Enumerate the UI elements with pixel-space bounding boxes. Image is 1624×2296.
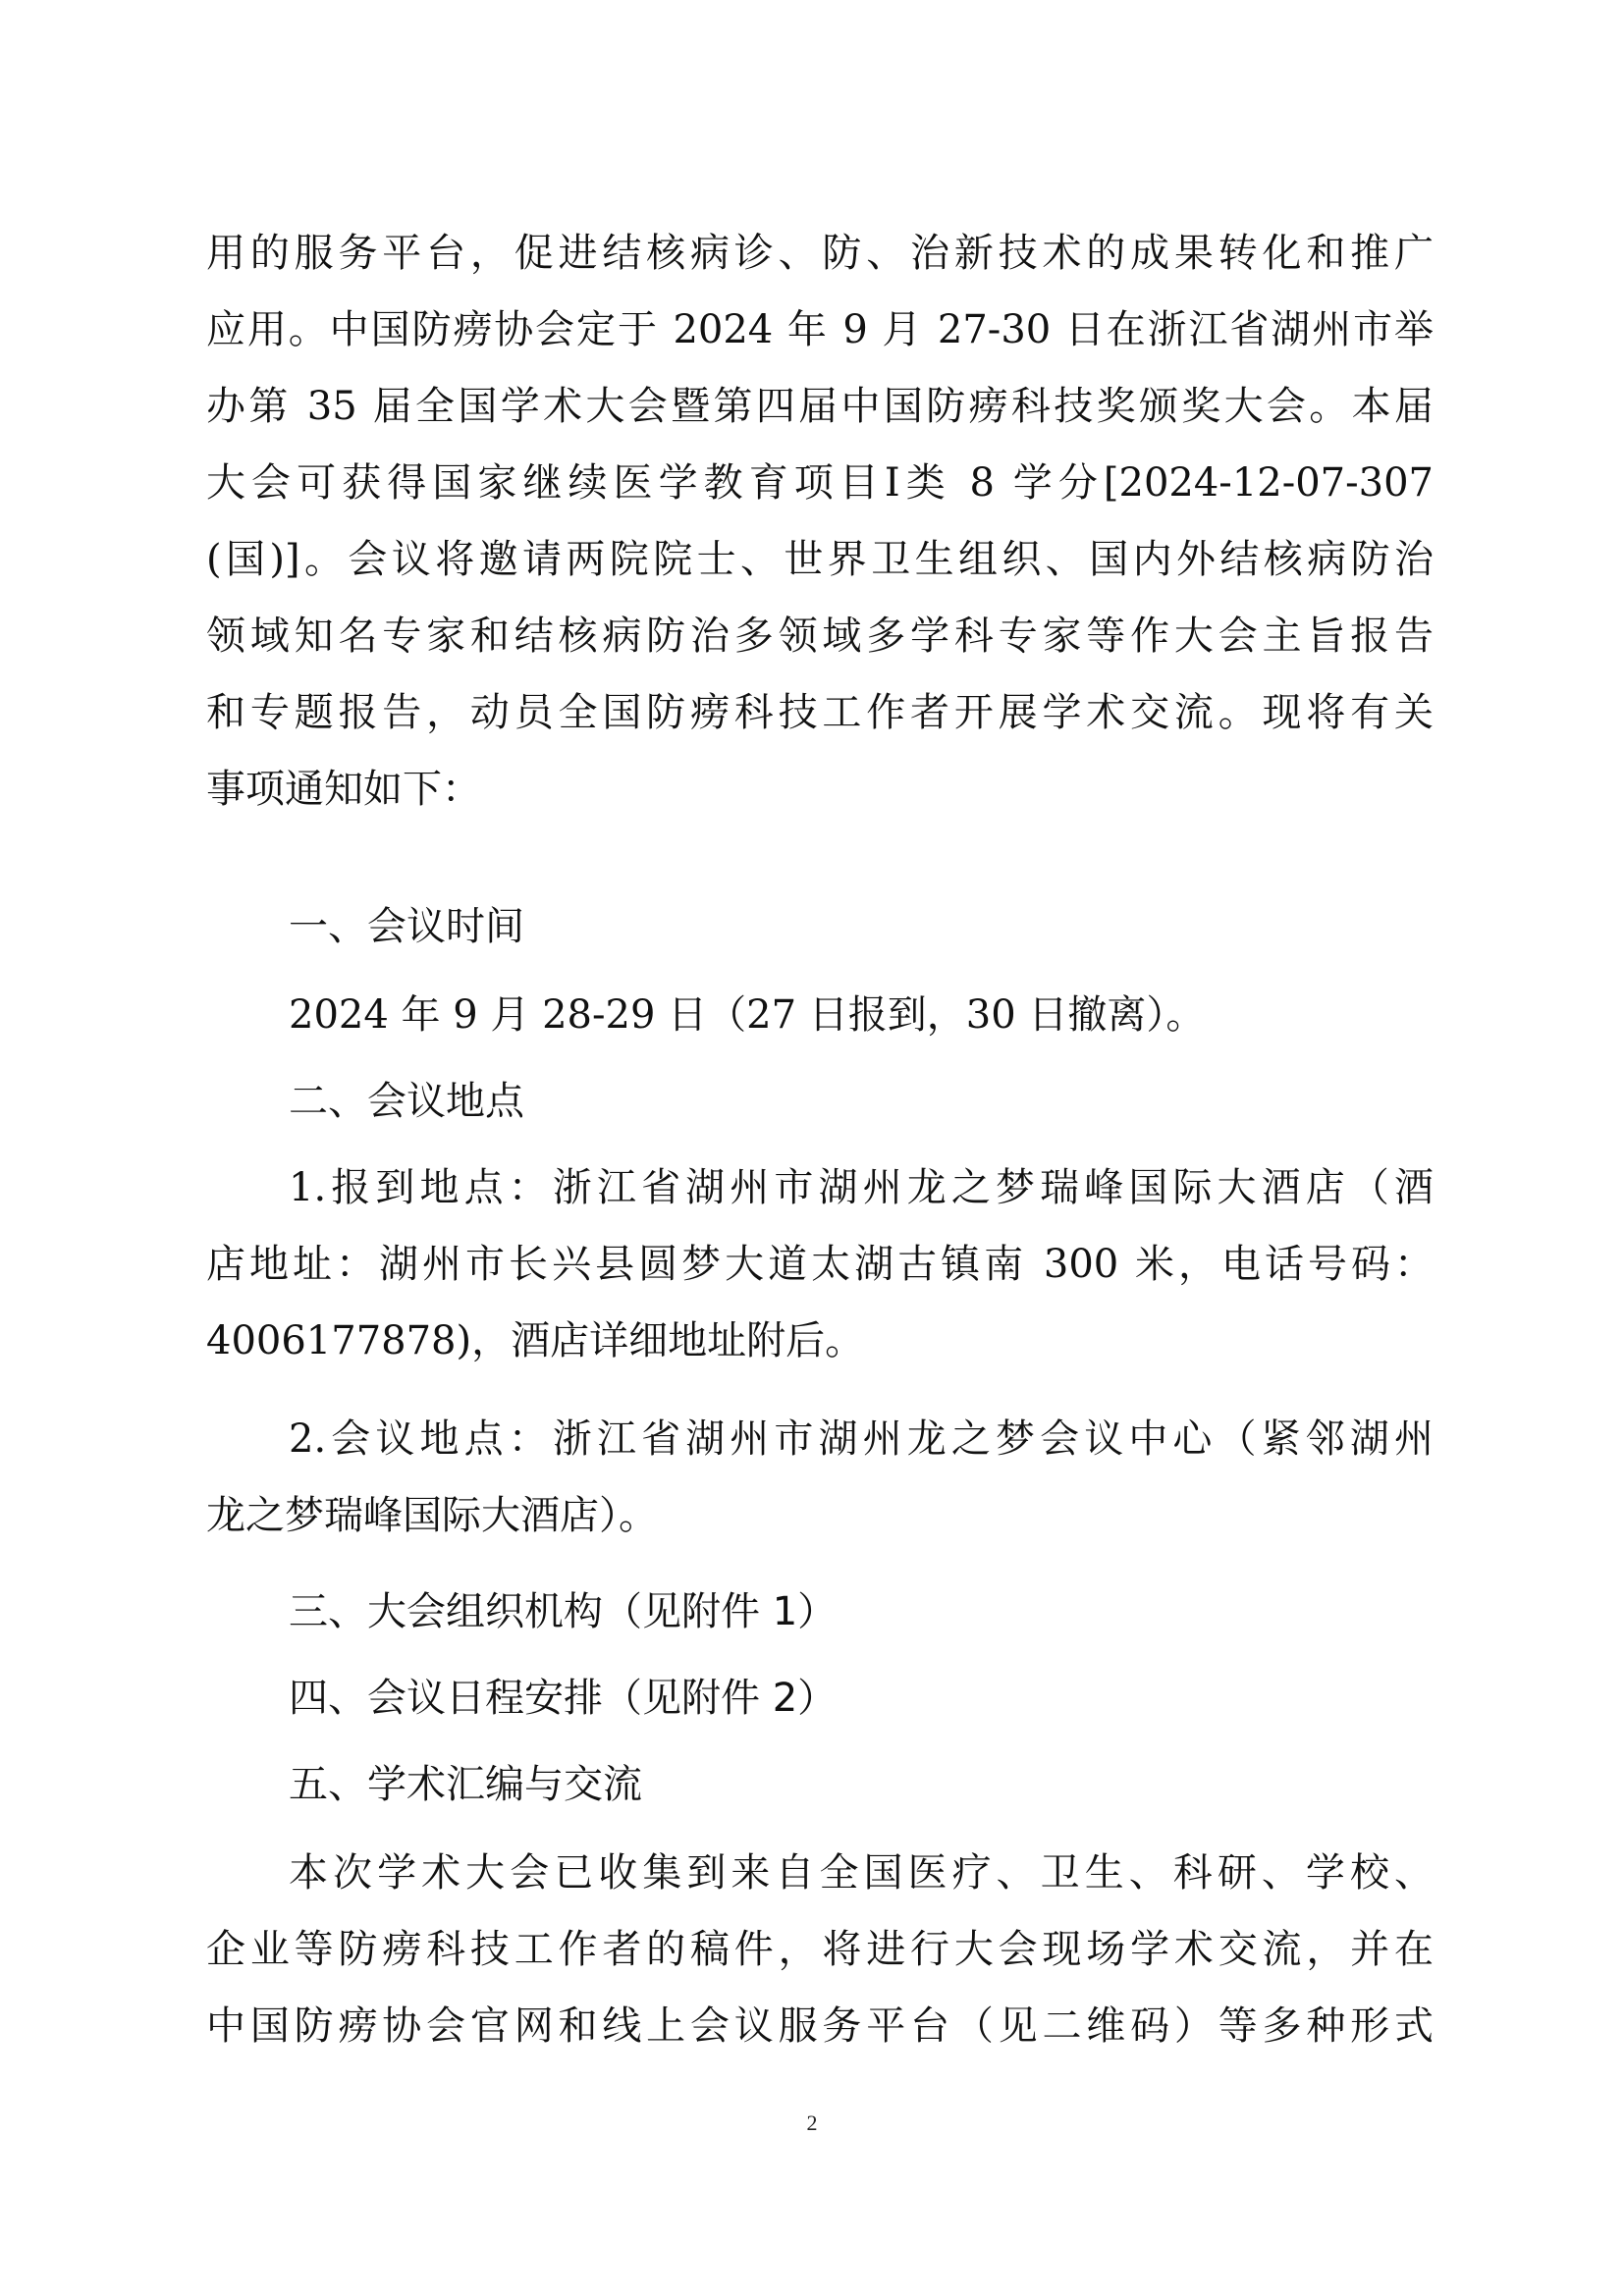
body-text-line: 办第 35 届全国学术大会暨第四届中国防痨科技奖颁奖大会。本届 xyxy=(206,384,1434,429)
body-text-line: 4006177878)，酒店详细地址附后。 xyxy=(206,1318,865,1363)
body-text-line: 中国防痨协会官网和线上会议服务平台（见二维码）等多种形式 xyxy=(206,2003,1434,2049)
page-number: 2 xyxy=(806,2110,818,2135)
body-text-line: 2.会议地点：浙江省湖州市湖州龙之梦会议中心（紧邻湖州 xyxy=(289,1416,1434,1462)
body-text-line: 应用。中国防痨协会定于 2024 年 9 月 27-30 日在浙江省湖州市举 xyxy=(206,307,1434,352)
body-text-line: 企业等防痨科技工作者的稿件，将进行大会现场学术交流，并在 xyxy=(206,1927,1434,1972)
section-heading-schedule: 四、会议日程安排（见附件 2） xyxy=(289,1676,838,1721)
body-text-line: 事项通知如下： xyxy=(206,767,481,812)
body-text-line: 1.报到地点：浙江省湖州市湖州龙之梦瑞峰国际大酒店（酒 xyxy=(289,1165,1434,1210)
body-text-line: 大会可获得国家继续医学教育项目Ⅰ类 8 学分[2024-12-07-307 xyxy=(206,460,1434,506)
body-text-line: 龙之梦瑞峰国际大酒店）。 xyxy=(206,1493,658,1538)
section-heading-academic-exchange: 五、学术汇编与交流 xyxy=(289,1762,642,1807)
body-text-line: 领域知名专家和结核病防治多领域多学科专家等作大会主旨报告 xyxy=(206,614,1434,659)
body-text-line: 和专题报告，动员全国防痨科技工作者开展学术交流。现将有关 xyxy=(206,690,1434,735)
body-text-line: 2024 年 9 月 28-29 日（27 日报到，30 日撤离）。 xyxy=(289,992,1206,1038)
section-heading-meeting-location: 二、会议地点 xyxy=(289,1079,524,1124)
body-text-line: 店地址：湖州市长兴县圆梦大道太湖古镇南 300 米，电话号码： xyxy=(206,1242,1434,1287)
body-text-line: 本次学术大会已收集到来自全国医疗、卫生、科研、学校、 xyxy=(289,1850,1434,1896)
body-text-line: (国)]。会议将邀请两院院士、世界卫生组织、国内外结核病防治 xyxy=(206,537,1434,582)
section-heading-organization: 三、大会组织机构（见附件 1） xyxy=(289,1589,838,1634)
section-heading-meeting-time: 一、会议时间 xyxy=(289,904,524,949)
body-text-line: 用的服务平台，促进结核病诊、防、治新技术的成果转化和推广 xyxy=(206,231,1434,276)
